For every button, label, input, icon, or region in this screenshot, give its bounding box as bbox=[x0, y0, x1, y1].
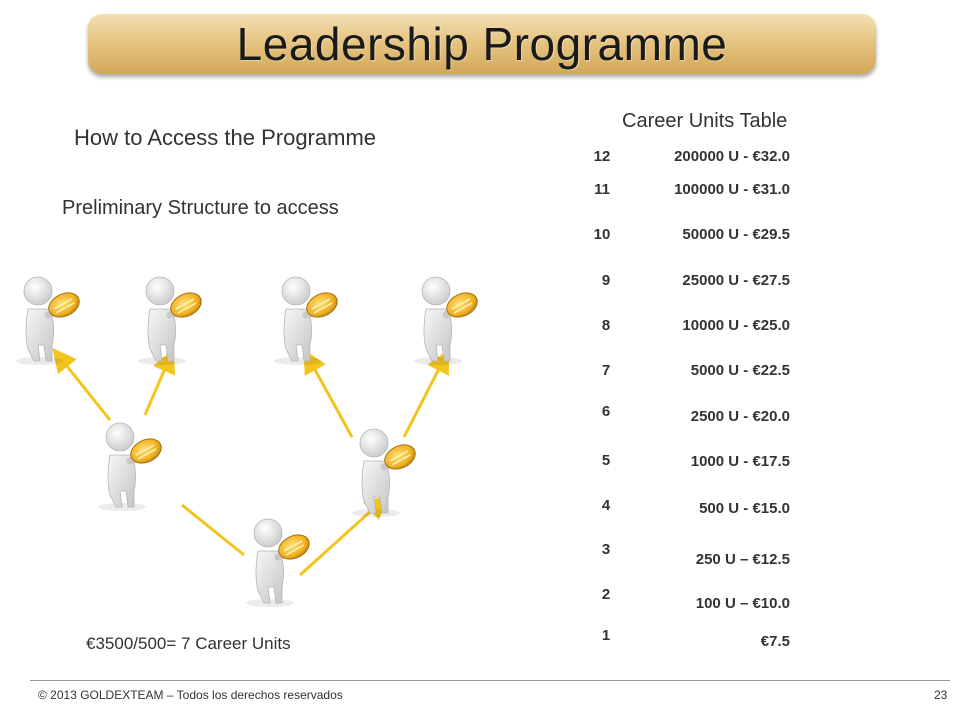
level-6: 6 bbox=[601, 403, 611, 420]
person-figure-middle-right bbox=[352, 429, 419, 517]
referral-tree-diagram bbox=[0, 255, 560, 615]
page-number: 23 bbox=[934, 688, 948, 702]
person-figure-top-4 bbox=[414, 277, 481, 365]
value-level-12: 200000 U - €32.0 bbox=[674, 148, 790, 165]
value-level-1: €7.5 bbox=[760, 633, 790, 650]
heading-access: How to Access the Programme bbox=[74, 125, 377, 150]
footer-copyright: © 2013 GOLDEXTEAM – Todos los derechos reservados bbox=[38, 688, 343, 702]
value-level-3: 250 U – €12.5 bbox=[695, 551, 790, 568]
value-level-8: 10000 U - €25.0 bbox=[682, 317, 790, 334]
page-title: Leadership Programme bbox=[236, 18, 728, 70]
value-level-5: 1000 U - €17.5 bbox=[690, 453, 790, 470]
level-4: 4 bbox=[601, 497, 611, 514]
arrow-right-branch-a bbox=[308, 357, 352, 437]
value-level-10: 50000 U - €29.5 bbox=[682, 226, 790, 243]
footer-divider bbox=[30, 680, 950, 681]
value-level-11: 100000 U - €31.0 bbox=[674, 181, 790, 198]
value-level-9: 25000 U - €27.5 bbox=[682, 272, 790, 289]
level-2: 2 bbox=[601, 586, 611, 603]
level-12: 12 bbox=[593, 148, 611, 165]
arrow-left-branch-a bbox=[58, 355, 110, 420]
level-3: 3 bbox=[601, 541, 611, 558]
value-level-6: 2500 U - €20.0 bbox=[690, 408, 790, 425]
value-level-4: 500 U - €15.0 bbox=[699, 500, 790, 517]
person-figure-root bbox=[246, 519, 313, 607]
level-5: 5 bbox=[601, 452, 611, 469]
arrow-right-branch-b bbox=[404, 357, 445, 437]
person-figure-top-1 bbox=[16, 277, 83, 365]
arrow-root-left bbox=[182, 505, 244, 555]
level-7: 7 bbox=[601, 362, 611, 379]
career-table-title: Career Units Table bbox=[622, 110, 788, 132]
arrow-left-branch-b bbox=[145, 357, 170, 415]
value-level-7: 5000 U - €22.5 bbox=[690, 362, 790, 379]
heading-preliminary: Preliminary Structure to access bbox=[62, 197, 339, 219]
person-figure-top-3 bbox=[274, 277, 341, 365]
level-8: 8 bbox=[601, 317, 611, 334]
level-1: 1 bbox=[601, 627, 611, 644]
career-units-formula: €3500/500= 7 Career Units bbox=[86, 634, 291, 653]
level-10: 10 bbox=[593, 226, 611, 243]
title-banner bbox=[88, 14, 876, 74]
person-figure-middle-left bbox=[98, 423, 165, 511]
value-level-2: 100 U – €10.0 bbox=[695, 595, 790, 612]
person-figure-top-2 bbox=[138, 277, 205, 365]
level-11: 11 bbox=[594, 181, 610, 198]
level-9: 9 bbox=[601, 272, 611, 289]
